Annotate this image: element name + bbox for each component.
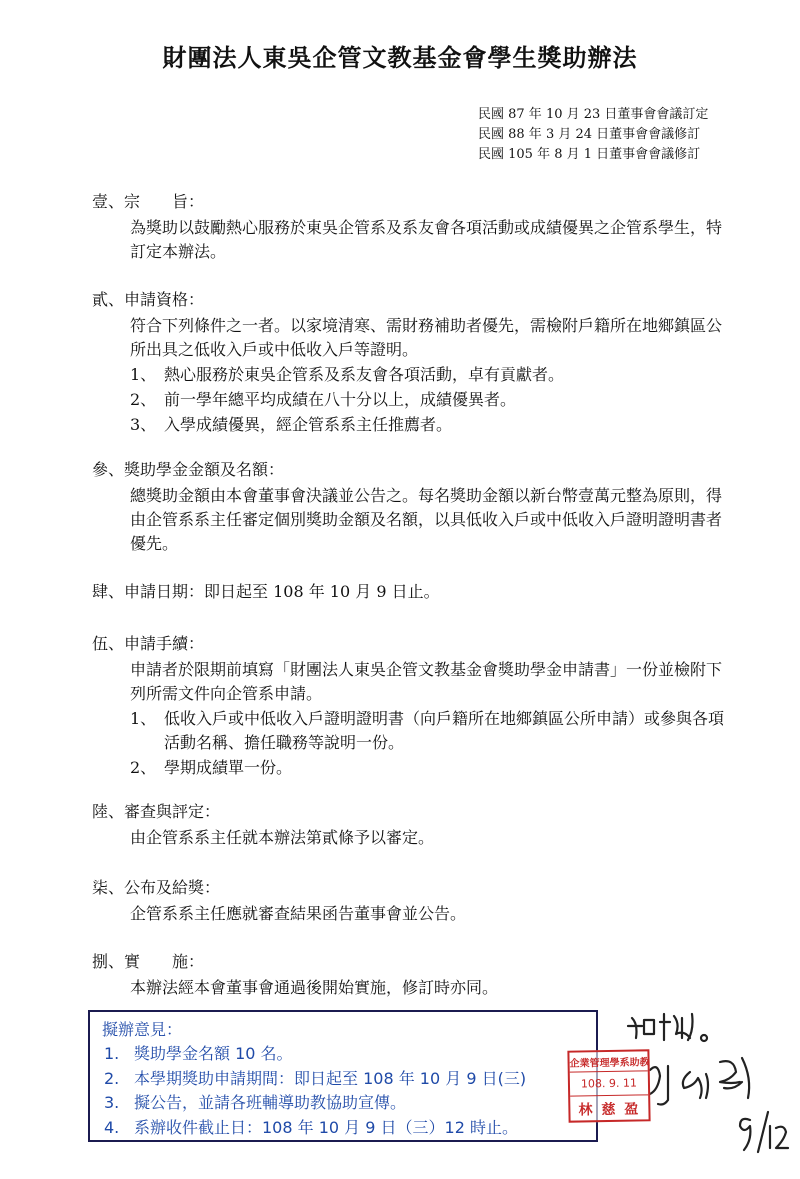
section-heading: 肆、申請日期：即日起至 108 年 10 月 9 日止。 bbox=[92, 582, 440, 601]
section-amount bbox=[92, 458, 732, 556]
item-number: 1、 bbox=[130, 709, 157, 728]
section-paragraph: 由企管系系主任就本辦法第貳條予以審定。 bbox=[130, 828, 435, 847]
revision-history bbox=[478, 105, 748, 165]
approval-stamp bbox=[567, 1049, 650, 1122]
stamp-date: 108. 9. 11 bbox=[570, 1071, 648, 1096]
section-heading: 壹、宗 旨： bbox=[92, 192, 205, 211]
item-text: 前一學年總平均成績在八十分以上，成績優異者。 bbox=[164, 390, 517, 409]
section-heading: 伍、申請手續： bbox=[92, 634, 205, 653]
handwriting-stroke bbox=[660, 1014, 693, 1040]
section-purpose bbox=[92, 190, 732, 264]
list-item bbox=[130, 363, 732, 387]
item-text: 學期成績單一份。 bbox=[164, 758, 293, 777]
section-heading: 柒、公布及給獎： bbox=[92, 878, 221, 897]
note-title: 擬辦意見： bbox=[102, 1020, 183, 1039]
item-number: 3、 bbox=[130, 415, 157, 434]
stamp-title: 企業管理學系助教 bbox=[569, 1051, 647, 1072]
item-text: 低收入戶或中低收入戶證明證明書（向戶籍所在地鄉鎮區公所申請）或參與各項活動名稱、擔任職務等說明一份。 bbox=[164, 709, 725, 752]
revision-line: 民國 87 年 10 月 23 日董事會會議訂定 bbox=[478, 107, 709, 122]
handwriting-stroke bbox=[758, 1112, 768, 1152]
proposal-note-box bbox=[88, 1010, 598, 1142]
stamp-name: 林 慈 盈 bbox=[578, 1101, 641, 1119]
note-text: 本學期獎助申請期間：即日起至 108 年 10 月 9 日(三) bbox=[134, 1068, 527, 1088]
note-text: 獎助學金名額 10 名。 bbox=[134, 1044, 293, 1063]
note-item bbox=[102, 1116, 584, 1141]
section-heading: 參、獎助學金金額及名額： bbox=[92, 460, 285, 479]
list-item bbox=[130, 756, 732, 780]
note-number: 4. bbox=[104, 1117, 120, 1137]
item-number: 2、 bbox=[130, 758, 157, 777]
list-item bbox=[130, 413, 732, 437]
note-text: 擬公告，並請各班輔導助教協助宣傳。 bbox=[134, 1093, 407, 1112]
handwriting-stroke bbox=[740, 1119, 750, 1150]
handwriting-stroke bbox=[683, 1072, 708, 1098]
handwriting-stroke bbox=[701, 1035, 707, 1041]
note-number: 3. bbox=[104, 1093, 120, 1112]
section-heading: 陸、審查與評定： bbox=[92, 802, 221, 821]
section-review bbox=[92, 800, 732, 850]
section-paragraph: 符合下列條件之一者。以家境清寒、需財務補助者優先，需檢附戶籍所在地鄉鎮區公所出具之低收入戶或中低收入戶等證明。 bbox=[130, 316, 723, 359]
note-number: 2. bbox=[104, 1068, 120, 1088]
section-paragraph: 本辦法經本會董事會通過後開始實施，修訂時亦同。 bbox=[130, 978, 499, 997]
section-paragraph: 為獎助以鼓勵熱心服務於東吳企管系及系友會各項活動或成績優異之企管系學生，特訂定本辦法。 bbox=[130, 218, 723, 261]
handwriting-stroke bbox=[770, 1126, 788, 1148]
handwriting-stroke bbox=[628, 1018, 654, 1038]
item-number: 2、 bbox=[130, 390, 157, 409]
section-application-date bbox=[92, 580, 732, 604]
note-number: 1. bbox=[104, 1044, 120, 1063]
handwriting-stroke bbox=[720, 1058, 749, 1098]
revision-line: 民國 88 年 3 月 24 日董事會會議修訂 bbox=[478, 127, 701, 142]
note-item bbox=[102, 1067, 584, 1092]
revision-line: 民國 105 年 8 月 1 日董事會會議修訂 bbox=[478, 147, 701, 162]
item-text: 熱心服務於東吳企管系及系友會各項活動，卓有貢獻者。 bbox=[164, 365, 565, 384]
section-heading: 貳、申請資格： bbox=[92, 290, 205, 309]
section-announcement bbox=[92, 876, 732, 926]
item-text: 入學成績優異，經企管系系主任推薦者。 bbox=[164, 415, 453, 434]
item-number: 1、 bbox=[130, 365, 157, 384]
section-paragraph: 總獎助金額由本會董事會決議並公告之。每名獎助金額以新台幣壹萬元整為原則，得由企管系系主任審定個別獎助金額及名額，以具低收入戶或中低收入戶證明證明書者優先。 bbox=[130, 486, 723, 553]
section-heading: 捌、實 施： bbox=[92, 952, 205, 971]
note-item bbox=[102, 1042, 584, 1067]
section-paragraph: 申請者於限期前填寫「財團法人東吳企管文教基金會獎助學金申請書」一份並檢附下列所需文件向企管系申請。 bbox=[130, 660, 723, 703]
section-eligibility bbox=[92, 288, 732, 437]
note-item bbox=[102, 1091, 584, 1116]
document-title: 財團法人東吳企管文教基金會學生獎助辦法 bbox=[162, 43, 638, 72]
section-implementation bbox=[92, 950, 732, 1000]
section-procedure bbox=[92, 632, 732, 780]
section-paragraph: 企管系系主任應就審查結果函告董事會並公告。 bbox=[130, 904, 467, 923]
handwriting-stroke bbox=[650, 1066, 668, 1105]
list-item bbox=[130, 707, 732, 755]
note-text: 系辦收件截止日：108 年 10 月 9 日（三）12 時止。 bbox=[134, 1117, 518, 1137]
list-item bbox=[130, 388, 732, 412]
